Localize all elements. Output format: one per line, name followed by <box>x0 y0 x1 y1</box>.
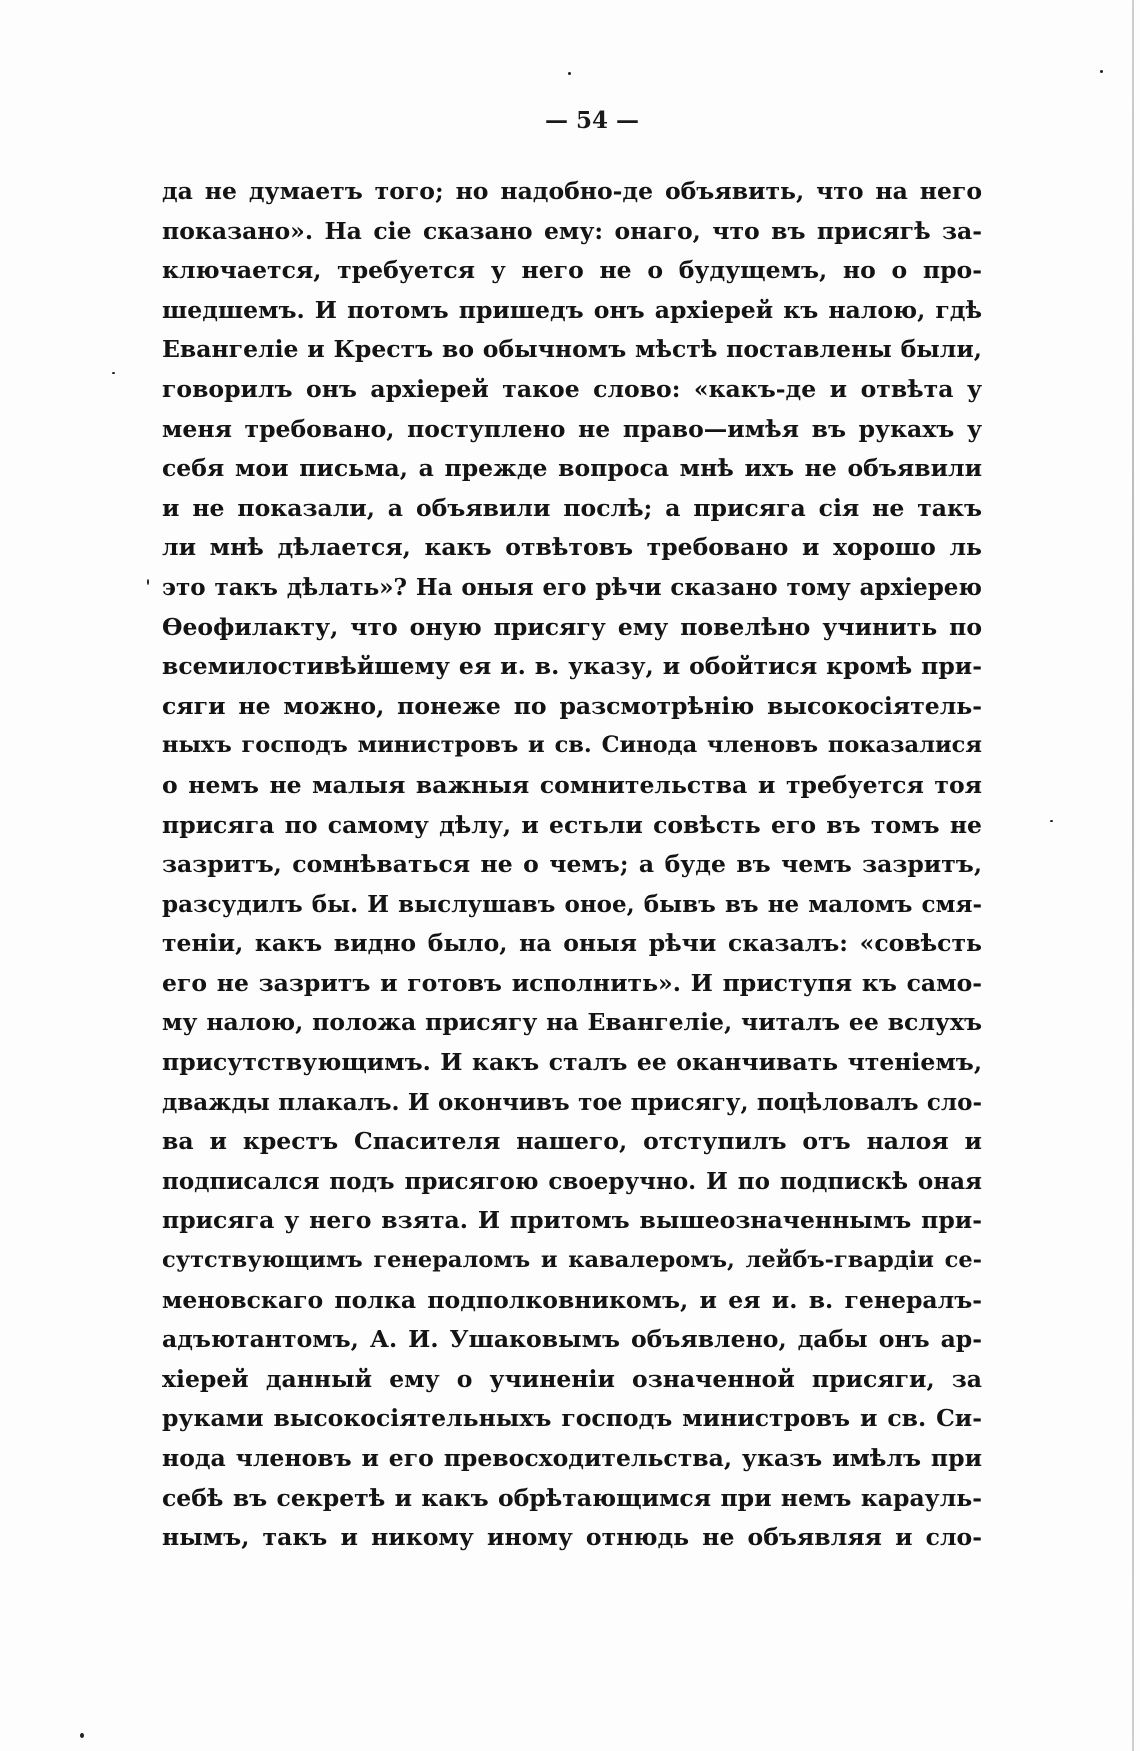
text-line: сутствующимъ генераломъ и кавалеромъ, лейбъ-гвардіи се- <box>162 1247 982 1274</box>
text-line: говорилъ онъ архіерей такое слово: «какъ-де и отвѣта у <box>162 374 982 403</box>
text-line: о немъ не малыя важныя сомнительства и требуется тоя <box>162 770 982 799</box>
text-line: дважды плакалъ. И окончивъ тое присягу, поцѣловалъ сло- <box>162 1088 982 1116</box>
text-line: ныхъ господъ министровъ и св. Синода членовъ показалися <box>162 732 982 759</box>
text-line: Ѳеофилакту, что оную присягу ему повелѣно учинить по <box>162 612 982 641</box>
text-line: показано». На сіе сказано ему: онаго, что въ присягѣ за- <box>162 216 982 245</box>
text-line: да не думаетъ того; но надобно-де объявить, что на него <box>162 177 982 205</box>
text-line: ли мнѣ дѣлается, какъ отвѣтовъ требовано и хорошо ль <box>162 533 982 562</box>
text-line: адъютантомъ, А. И. Ушаковымъ объявлено, дабы онъ ар- <box>162 1325 982 1354</box>
page-edge-shadow <box>1132 0 1134 1751</box>
ink-speck <box>80 1733 84 1738</box>
text-line: разсудилъ бы. И выслушавъ оное, бывъ въ не маломъ смя- <box>162 890 982 918</box>
ink-speck <box>1050 820 1053 822</box>
text-line: его не зазритъ и готовъ исполнить». И приступя къ само- <box>162 968 982 997</box>
page-number: — 54 — <box>544 107 640 134</box>
text-line: зазритъ, сомнѣваться не о чемъ; а буде въ чемъ зазритъ, <box>162 850 982 879</box>
text-line: нымъ, такъ и никому иному отнюдь не объявляя и сло- <box>162 1523 982 1552</box>
text-line: теніи, какъ видно было, на оныя рѣчи сказалъ: «совѣсть <box>162 929 982 958</box>
text-line: меновскаго полка подполковникомъ, и ея и. в. генералъ- <box>162 1285 982 1314</box>
text-line: это такъ дѣлать»? На оныя его рѣчи сказано тому архіерею <box>162 573 982 601</box>
text-line: и не показали, а объявили послѣ; а присяга сія не такъ <box>162 493 982 522</box>
body-text <box>162 172 982 1558</box>
text-line: ключается, требуется у него не о будущемъ, но о про- <box>162 256 982 285</box>
text-line: себя мои письма, а прежде вопроса мнѣ ихъ не объявили <box>162 454 982 483</box>
text-line: сяги не можно, понеже по разсмотрѣнію высокосіятель- <box>162 691 982 720</box>
ink-speck <box>112 372 115 374</box>
text-line: хіерей данный ему о учиненіи означенной присяги, за <box>162 1364 982 1393</box>
ink-speck <box>147 579 149 585</box>
text-line: всемилостивѣйшему ея и. в. указу, и обойтися кромѣ при- <box>162 652 982 681</box>
text-line: присяга по самому дѣлу, и естьли совѣсть его въ томъ не <box>162 810 982 839</box>
text-line: меня требовано, поступлено не право—имѣя въ рукахъ у <box>162 414 982 443</box>
text-line: шедшемъ. И потомъ пришедъ онъ архіерей къ налою, гдѣ <box>162 295 982 324</box>
text-line: нода членовъ и его превосходительства, указъ имѣлъ при <box>162 1444 982 1472</box>
text-line: присяга у него взята. И притомъ вышеозначеннымъ при- <box>162 1206 982 1235</box>
text-line: подписался подъ присягою своеручно. И по подпискѣ оная <box>162 1167 982 1195</box>
text-line: присутствующимъ. И какъ сталъ ее оканчивать чтеніемъ, <box>162 1048 982 1077</box>
text-line: Евангеліе и Крестъ во обычномъ мѣстѣ поставлены были, <box>162 335 982 364</box>
ink-speck <box>568 72 571 75</box>
text-line: себѣ въ секретѣ и какъ обрѣтающимся при немъ карауль- <box>162 1483 982 1512</box>
text-line: ва и крестъ Спасителя нашего, отступилъ отъ налоя и <box>162 1127 982 1156</box>
ink-speck <box>1100 70 1103 73</box>
text-line: му налою, положа присягу на Евангеліе, читалъ ее вслухъ <box>162 1008 982 1037</box>
text-line: руками высокосіятельныхъ господъ министровъ и св. Си- <box>162 1404 982 1433</box>
